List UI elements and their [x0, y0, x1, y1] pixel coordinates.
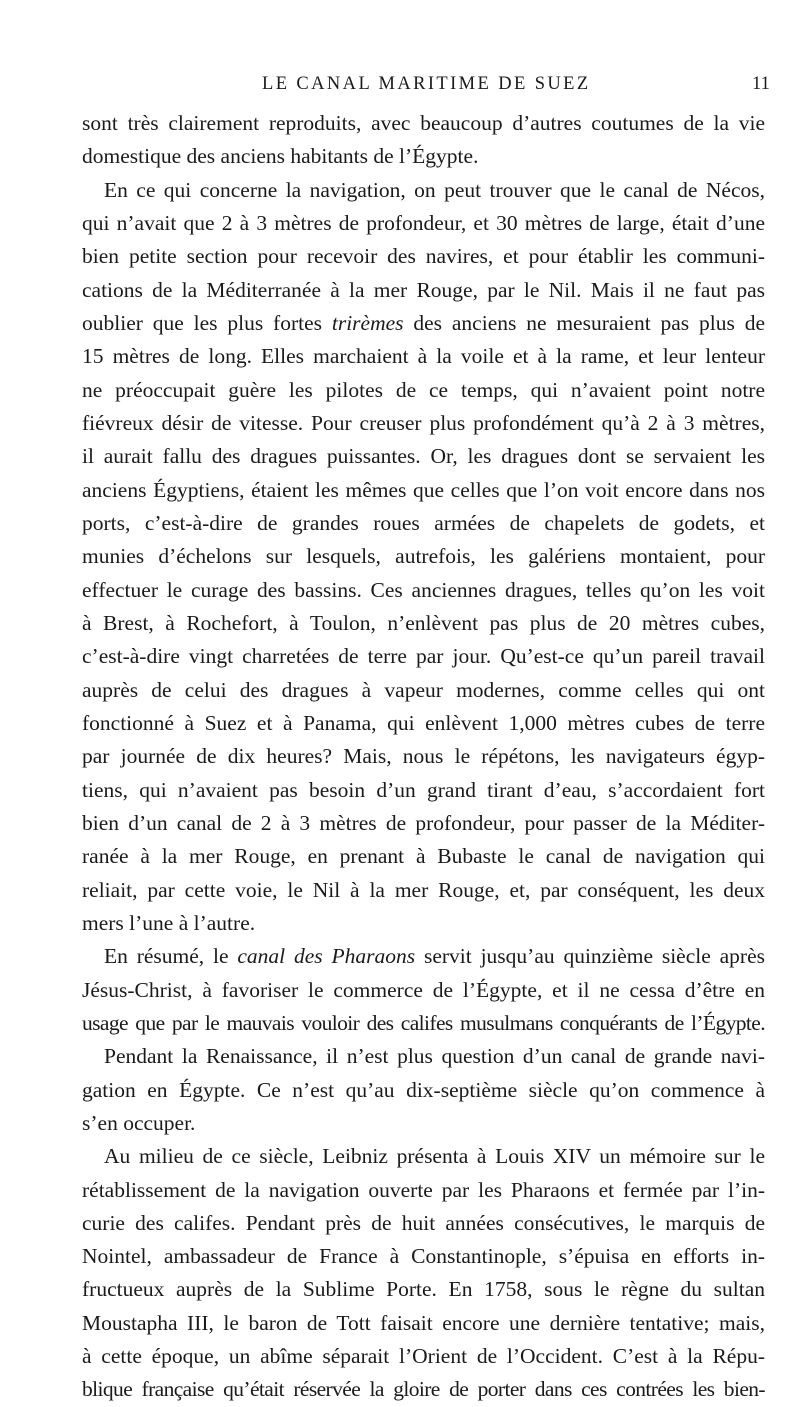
running-head — [0, 74, 801, 98]
text-line: ranée à la mer Rouge, en prenant à Bubaste le canal de navigation qui — [82, 844, 765, 869]
text-line: tiens, qui n’avaient pas besoin d’un grand tirant d’eau, s’accordaient fort — [82, 777, 765, 802]
body-text — [82, 107, 765, 1407]
text-line: s’en occuper. — [82, 1110, 196, 1135]
text-line: fructueux auprès de la Sublime Porte. En 1758, sous le règne du sultan — [82, 1277, 765, 1302]
running-title: LE CANAL MARITIME DE SUEZ — [262, 74, 591, 94]
text-line: curie des califes. Pendant près de huit années consécutives, le marquis de — [82, 1210, 765, 1235]
text-line: cations de la Méditerranée à la mer Rouge, par le Nil. Mais il ne faut pas — [82, 277, 765, 302]
text-line: c’est-à-dire vingt charretées de terre par jour. Qu’est-ce qu’un pareil travail — [82, 644, 765, 669]
text-line: oublier que les plus fortes trirèmes des anciens ne mesuraient pas plus de — [82, 310, 765, 335]
text-line: Jésus-Christ, à favoriser le commerce de l’Égypte, et il ne cessa d’être en — [82, 977, 765, 1002]
text-line: Pendant la Renaissance, il n’est plus question d’un canal de grande navi- — [104, 1044, 765, 1069]
text-line: rétablissement de la navigation ouverte par les Pharaons et fermée par l’in- — [82, 1177, 765, 1202]
text-line: mers l’une à l’autre. — [82, 910, 256, 935]
italic-term: trirèmes — [331, 310, 404, 335]
text-line: à cette époque, un abîme séparait l’Orient de l’Occident. C’est à la Répu- — [82, 1344, 765, 1369]
text-line: Au milieu de ce siècle, Leibniz présenta à Louis XIV un mémoire sur le — [104, 1144, 765, 1169]
text-line: En ce qui concerne la navigation, on peut trouver que le canal de Nécos, — [104, 177, 765, 202]
text-line: à Brest, à Rochefort, à Toulon, n’enlèvent pas plus de 20 mètres cubes, — [82, 610, 765, 635]
text-line: 15 mètres de long. Elles marchaient à la voile et à la rame, et leur lenteur — [82, 344, 765, 369]
text-line: reliait, par cette voie, le Nil à la mer Rouge, et, par conséquent, les deux — [82, 877, 765, 902]
text-line: fonctionné à Suez et à Panama, qui enlèvent 1,000 mètres cubes de terre — [82, 710, 765, 735]
page-number: 11 — [752, 74, 770, 94]
text-line: qui n’avait que 2 à 3 mètres de profondeur, et 30 mètres de large, était d’une — [82, 210, 765, 235]
text-line: bien petite section pour recevoir des navires, et pour établir les communi- — [82, 244, 765, 269]
text-line: blique française qu’était réservée la gloire de porter dans ces contrées les bien- — [82, 1377, 765, 1402]
text-line: Moustapha III, le baron de Tott faisait encore une dernière tentative; mais, — [82, 1310, 765, 1335]
text-line: auprès de celui des dragues à vapeur modernes, comme celles qui ont — [82, 677, 765, 702]
text-line: fiévreux désir de vitesse. Pour creuser plus profondément qu’à 2 à 3 mètres, — [82, 410, 765, 435]
text-line: gation en Égypte. Ce n’est qu’au dix-septième siècle qu’on commence à — [82, 1077, 765, 1102]
text-line: par journée de dix heures? Mais, nous le répétons, les navigateurs égyp- — [82, 744, 765, 769]
text-line: sont très clairement reproduits, avec beaucoup d’autres coutumes de la vie — [82, 111, 765, 135]
text-line: ports, c’est-à-dire de grandes roues armées de chapelets de godets, et — [82, 510, 765, 535]
text-line: domestique des anciens habitants de l’Égypte. — [82, 144, 479, 169]
text-line: il aurait fallu des dragues puissantes. Or, les dragues dont se servaient les — [82, 444, 765, 469]
text-line: munies d’échelons sur lesquels, autrefois, les galériens montaient, pour — [82, 544, 765, 569]
italic-term: canal des Pharaons — [237, 944, 416, 969]
text-line: En résumé, le canal des Pharaons servit jusqu’au quinzième siècle après — [104, 944, 765, 969]
text-line: effectuer le curage des bassins. Ces anciennes dragues, telles qu’on les voit — [82, 577, 765, 602]
text-line: anciens Égyptiens, étaient les mêmes que celles que l’on voit encore dans nos — [82, 477, 765, 502]
text-line: bien d’un canal de 2 à 3 mètres de profondeur, pour passer de la Méditer- — [82, 810, 765, 835]
text-line: ne préoccupait guère les pilotes de ce temps, qui n’avaient point notre — [82, 377, 765, 402]
text-line: usage que par le mauvais vouloir des califes musulmans conquérants de l’Égypte. — [82, 1010, 765, 1035]
text-line: Nointel, ambassadeur de France à Constantinople, s’épuisa en efforts in- — [82, 1244, 765, 1269]
